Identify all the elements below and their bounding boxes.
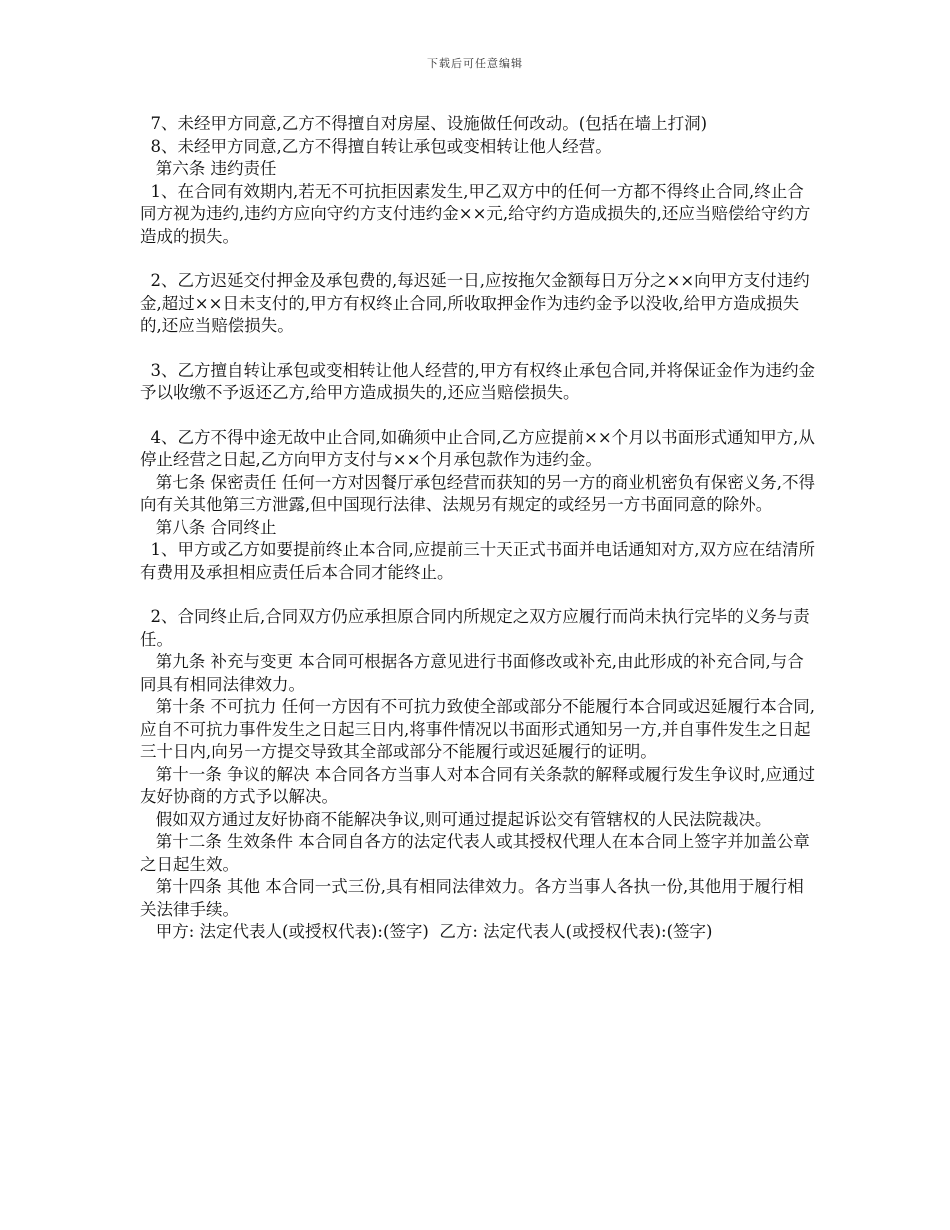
article-11-dispute: 第十一条 争议的解决 本合同各方当事人对本合同有关条款的解释或履行发生争议时,应通过友好协商的方式予以解决。 bbox=[140, 764, 815, 806]
article-9-amendment: 第九条 补充与变更 本合同可根据各方意见进行书面修改或补充,由此形成的补充合同,与合同具有相同法律效力。 bbox=[140, 652, 804, 694]
article-6-item-4: 4、乙方不得中途无故中止合同,如确须中止合同,乙方应提前××个月以书面形式通知甲方,从停止经营之日起,乙方向甲方支付与××个月承包款作为违约金。 bbox=[140, 427, 815, 469]
signature-line: 甲方: 法定代表人(或授权代表):(签字) 乙方: 法定代表人(或授权代表):(签字) bbox=[140, 922, 713, 941]
article-10-force-majeure: 第十条 不可抗力 任何一方因有不可抗力致使全部或部分不能履行本合同或迟延履行本合同,应自不可抗力事件发生之日起三日内,将事件情况以书面形式通知另一方,并自事件发生之日起三十日内,向另一方提交导致其全部或部分不能履行或迟延履行的证明。 bbox=[140, 697, 815, 761]
article-12-effectiveness: 第十二条 生效条件 本合同自各方的法定代表人或其授权代理人在本合同上签字并加盖公章之日起生效。 bbox=[140, 832, 810, 874]
article-6-item-1: 1、在合同有效期内,若无不可抗拒因素发生,甲乙双方中的任何一方都不得终止合同,终止合同方视为违约,违约方应向守约方支付违约金××元,给守约方造成损失的,还应当赔偿给守约方造成的损失。 bbox=[140, 181, 811, 246]
page-header: 下载后可任意编辑 bbox=[427, 57, 523, 70]
article-6-heading: 第六条 违约责任 bbox=[140, 159, 277, 178]
paragraph-spacer bbox=[140, 584, 820, 606]
article-8-item-1: 1、甲方或乙方如要提前终止本合同,应提前三十天正式书面并电话通知对方,双方应在结清所有费用及承担相应责任后本合同才能终止。 bbox=[140, 540, 815, 582]
article-14-other: 第十四条 其他 本合同一式三份,具有相同法律效力。各方当事人各执一份,其他用于履行相关法律手续。 bbox=[140, 877, 804, 919]
clause-8: 8、未经甲方同意,乙方不得擅自转让承包或变相转让他人经营。 bbox=[140, 136, 612, 156]
article-11-litigation: 假如双方通过友好协商不能解决争议,则可通过提起诉讼交有管辖权的人民法院裁决。 bbox=[140, 809, 772, 829]
paragraph-spacer bbox=[140, 405, 820, 427]
paragraph-spacer bbox=[140, 248, 820, 270]
clause-7: 7、未经甲方同意,乙方不得擅自对房屋、设施做任何改动。(包括在墙上打洞) bbox=[140, 114, 708, 133]
article-8-item-2: 2、合同终止后,合同双方仍应承担原合同内所规定之双方应履行而尚未执行完毕的义务与责任。 bbox=[140, 607, 810, 649]
article-7-confidentiality: 第七条 保密责任 任何一方对因餐厅承包经营而获知的另一方的商业机密负有保密义务,不得向有关其他第三方泄露,但中国现行法律、法规另有规定的或经另一方书面同意的除外。 bbox=[140, 472, 815, 514]
article-6-item-3: 3、乙方擅自转让承包或变相转让他人经营的,甲方有权终止承包合同,并将保证金作为违约金予以收缴不予返还乙方,给甲方造成损失的,还应当赔偿损失。 bbox=[140, 360, 815, 402]
document-body bbox=[140, 113, 820, 944]
paragraph-spacer bbox=[140, 338, 820, 360]
article-6-item-2: 2、乙方迟延交付押金及承包费的,每迟延一日,应按拖欠金额每日万分之××向甲方支付违约金,超过××日未支付的,甲方有权终止合同,所收取押金作为违约金予以没收,给甲方造成损失的,还应当赔偿损失。 bbox=[140, 271, 810, 335]
article-8-heading: 第八条 合同终止 bbox=[140, 517, 277, 537]
